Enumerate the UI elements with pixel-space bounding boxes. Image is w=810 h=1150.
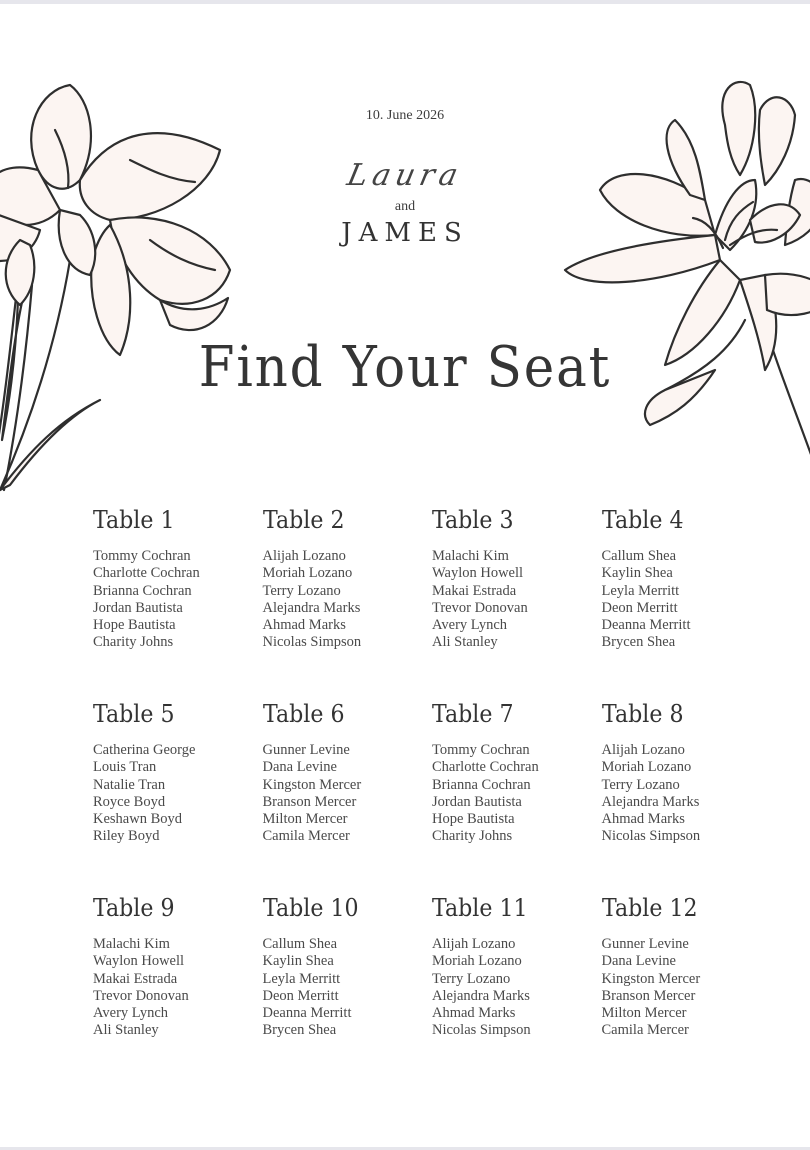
table-card	[263, 698, 433, 858]
guest-name: Nicolas Simpson	[432, 1022, 531, 1039]
table-name: Table 1	[93, 506, 175, 534]
guest-name: Ahmad Marks	[432, 1005, 516, 1022]
guest-name: Camila Mercer	[601, 1022, 689, 1039]
guest-name: Makai Estrada	[432, 582, 517, 599]
table-card	[93, 698, 263, 858]
table-name: Table 8	[601, 700, 684, 728]
guest-name: Trevor Donovan	[93, 987, 189, 1004]
guest-name: Moriah Lozano	[262, 565, 353, 582]
guest-name: Keshawn Boyd	[93, 811, 183, 828]
guest-name: Branson Mercer	[601, 987, 696, 1004]
table-card	[432, 504, 602, 664]
guest-name: Milton Mercer	[262, 811, 348, 828]
guest-name: Makai Estrada	[93, 970, 178, 987]
groom-name: JAMES	[341, 218, 469, 248]
guest-name: Alejandra Marks	[262, 599, 361, 616]
guest-name: Tommy Cochran	[432, 742, 530, 758]
guest-name: Charlotte Cochran	[432, 759, 539, 776]
guest-name: Terry Lozano	[601, 776, 680, 793]
table-card	[432, 698, 602, 858]
table-card	[93, 504, 263, 664]
table-card	[263, 504, 433, 664]
guest-name: Leyla Merritt	[262, 970, 341, 987]
lily-flower-icon	[555, 70, 810, 470]
guest-name: Waylon Howell	[432, 565, 524, 582]
guest-name: Trevor Donovan	[432, 599, 528, 616]
page-top-edge	[0, 0, 810, 4]
guest-name: Avery Lynch	[93, 1005, 169, 1022]
wedding-date: 10. June 2026	[365, 108, 445, 123]
guest-name: Ali Stanley	[93, 1022, 159, 1039]
table-card	[263, 892, 433, 1052]
guest-name: Brycen Shea	[601, 634, 676, 651]
guest-name: Branson Mercer	[262, 793, 357, 810]
guest-name: Charlotte Cochran	[93, 565, 200, 582]
guest-name: Catherina George	[93, 742, 196, 758]
guest-name: Louis Tran	[93, 759, 157, 776]
table-name: Table 6	[262, 700, 345, 728]
guest-name: Malachi Kim	[432, 548, 509, 564]
guest-name: Nicolas Simpson	[601, 828, 701, 845]
guest-name: Alijah Lozano	[601, 742, 685, 758]
guest-name: Dana Levine	[601, 953, 676, 970]
guest-name: Alejandra Marks	[601, 793, 700, 810]
table-card	[602, 698, 772, 858]
guest-name: Tommy Cochran	[93, 548, 191, 564]
guest-name: Camila Mercer	[262, 828, 350, 845]
guest-name: Jordan Bautista	[93, 599, 183, 616]
guest-name: Royce Boyd	[93, 793, 166, 810]
guest-name: Brycen Shea	[262, 1022, 337, 1039]
seating-grid	[93, 504, 773, 1052]
guest-name: Charity Johns	[432, 828, 513, 845]
table-name: Table 12	[601, 894, 698, 922]
guest-name: Kingston Mercer	[262, 776, 362, 793]
guest-name: Callum Shea	[601, 548, 677, 564]
and-connector: and	[394, 199, 416, 214]
guest-name: Gunner Levine	[601, 936, 689, 952]
table-name: Table 10	[262, 894, 359, 922]
guest-name: Charity Johns	[93, 634, 174, 651]
guest-name: Nicolas Simpson	[262, 634, 362, 651]
guest-name: Malachi Kim	[93, 936, 170, 952]
guest-name: Kingston Mercer	[601, 970, 701, 987]
guest-name: Waylon Howell	[93, 953, 185, 970]
table-card	[602, 504, 772, 664]
table-card	[93, 892, 263, 1052]
guest-name: Deon Merritt	[601, 599, 678, 616]
guest-name: Moriah Lozano	[432, 953, 522, 970]
guest-name: Milton Mercer	[601, 1005, 687, 1022]
guest-name: Ahmad Marks	[601, 811, 685, 828]
guest-name: Deon Merritt	[262, 987, 339, 1004]
table-name: Table 4	[601, 506, 684, 534]
table-card	[432, 892, 602, 1052]
table-name: Table 7	[432, 700, 514, 728]
table-name: Table 9	[93, 894, 175, 922]
guest-name: Ahmad Marks	[262, 617, 346, 634]
guest-name: Hope Bautista	[93, 617, 176, 634]
guest-name: Moriah Lozano	[601, 759, 692, 776]
guest-name: Terry Lozano	[432, 970, 511, 987]
page-title: Find Your Seat	[198, 335, 612, 400]
table-name: Table 11	[432, 894, 528, 922]
guest-name: Jordan Bautista	[432, 793, 522, 810]
guest-name: Gunner Levine	[262, 742, 350, 758]
guest-name: Kaylin Shea	[601, 565, 673, 582]
guest-name: Brianna Cochran	[93, 582, 192, 599]
guest-name: Dana Levine	[262, 759, 337, 776]
iris-flower-icon	[0, 70, 250, 500]
guest-name: Kaylin Shea	[262, 953, 334, 970]
table-name: Table 2	[262, 506, 345, 534]
guest-name: Leyla Merritt	[601, 582, 680, 599]
bride-name: Laura	[344, 158, 466, 193]
guest-name: Deanna Merritt	[601, 617, 691, 634]
table-name: Table 5	[93, 700, 175, 728]
guest-name: Avery Lynch	[432, 617, 508, 634]
table-name: Table 3	[432, 506, 514, 534]
guest-name: Brianna Cochran	[432, 776, 531, 793]
guest-name: Hope Bautista	[432, 811, 515, 828]
guest-name: Natalie Tran	[93, 776, 166, 793]
guest-name: Ali Stanley	[432, 634, 498, 651]
guest-name: Deanna Merritt	[262, 1005, 352, 1022]
guest-name: Callum Shea	[262, 936, 338, 952]
guest-name: Alijah Lozano	[432, 936, 516, 952]
table-card	[602, 892, 772, 1052]
guest-name: Alejandra Marks	[432, 987, 530, 1004]
guest-name: Riley Boyd	[93, 828, 160, 845]
guest-name: Terry Lozano	[262, 582, 341, 599]
guest-name: Alijah Lozano	[262, 548, 346, 564]
